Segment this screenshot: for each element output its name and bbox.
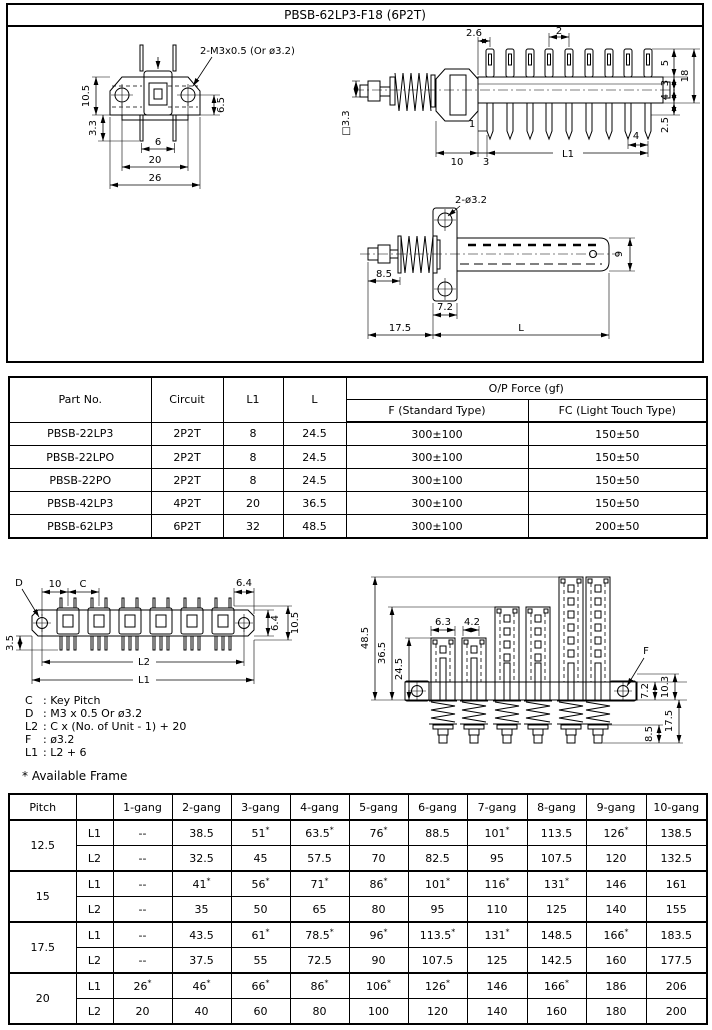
col-header-gang: 10-gang [646,794,707,820]
frame-value-cell: 160 [527,999,586,1025]
row-label-cell: L1 [76,922,113,948]
table-row [9,446,707,469]
leader-label: F [643,646,649,657]
pitch-cell: 17.5 [9,922,76,973]
frame-value-cell: -- [113,820,172,846]
dim-label: 2.5 [660,117,671,133]
col-header-l1: L1 [223,377,283,422]
frame-value-cell: 70 [349,846,408,872]
row-label-cell: L2 [76,948,113,974]
col-header-gang: 1-gang [113,794,172,820]
frame-value-cell: 63.5* [290,820,349,846]
frame-value-cell: 186 [586,973,646,999]
table-row [9,922,707,948]
frame-value-cell: 142.5 [527,948,586,974]
col-header-blank [76,794,113,820]
f-force-cell: 300±100 [346,469,528,492]
col-header-gang: 3-gang [231,794,290,820]
frame-value-cell: 132.5 [646,846,707,872]
frame-value-cell: 88.5 [408,820,467,846]
l1-cell: 20 [223,492,283,515]
note-text: : Key Pitch [43,694,101,707]
dim-label: 2.6 [466,28,482,39]
frame-value-cell: 206 [646,973,707,999]
l-cell: 24.5 [283,422,346,446]
col-header-gang: 2-gang [172,794,231,820]
frame-value-cell: 100 [349,999,408,1025]
dim-label: 6.4 [236,578,252,589]
frame-value-cell: 90 [349,948,408,974]
dim-label: 48.5 [360,626,371,650]
dim-label: C [79,579,87,590]
dim-label: 4 [632,131,640,142]
front-view-drawing [81,45,295,189]
l-cell: 24.5 [283,446,346,469]
note-line [25,720,186,733]
dim-label: 20 [148,155,162,166]
note-key: L2 [25,720,39,733]
f-force-cell: 300±100 [346,515,528,539]
dim-label: 5 [660,59,671,67]
drawing-frame [6,3,704,363]
dim-label: 17.5 [664,709,675,733]
frame-value-cell: 40 [172,999,231,1025]
frame-value-cell: 116* [467,871,527,897]
dim-label: 1 [468,119,476,130]
leader-label: 2-M3x0.5 (Or ø3.2) [200,46,295,57]
note-text: : L2 + 6 [43,746,87,759]
dim-label: 24.5 [394,657,405,681]
frame-value-cell: 177.5 [646,948,707,974]
dim-label: L2 [138,657,150,668]
frame-value-cell: 113.5 [527,820,586,846]
frame-value-cell: 148.5 [527,922,586,948]
note-line [25,694,186,707]
frame-value-cell: 37.5 [172,948,231,974]
side-view-drawing [341,26,700,168]
frame-value-cell: 113.5* [408,922,467,948]
frame-value-cell: 138.5 [646,820,707,846]
col-header-circuit: Circuit [151,377,223,422]
dim-label: 4.2 [464,617,480,628]
frame-value-cell: 160 [586,948,646,974]
frame-value-cell: 20 [113,999,172,1025]
dim-label: 6 [154,137,162,148]
fc-force-cell: 150±50 [528,446,707,469]
dim-label: 6.5 [216,97,227,113]
row-label-cell: L1 [76,871,113,897]
col-header-fc-light: FC (Light Touch Type) [528,400,707,423]
pitch-cell: 20 [9,973,76,1024]
frame-value-cell: 95 [408,897,467,923]
dim-label: 3.5 [5,635,16,651]
frame-value-cell: 76* [349,820,408,846]
dim-label: L1 [562,149,574,160]
plan-view-drawing [360,195,635,339]
dim-label: 3 [660,79,671,87]
col-header-op-force: O/P Force (gf) [346,377,707,400]
note-text: : ø3.2 [43,733,75,746]
note-text: : C x (No. of Unit - 1) + 20 [43,720,187,733]
f-force-cell: 300±100 [346,422,528,446]
dim-label: 6.4 [270,615,281,631]
table-row [9,515,707,539]
dim-label: 18 [680,69,691,83]
frame-value-cell: 95 [467,846,527,872]
frame-value-cell: 180 [586,999,646,1025]
dim-label: □3.3 [341,110,352,136]
note-line [25,707,186,720]
part-no-cell: PBSB-62LP3 [9,515,151,539]
frame-value-cell: 166* [527,973,586,999]
frame-value-cell: 125 [467,948,527,974]
frame-value-cell: 183.5 [646,922,707,948]
circuit-cell: 6P2T [151,515,223,539]
f-force-cell: 300±100 [346,492,528,515]
frame-value-cell: 86* [349,871,408,897]
l-cell: 36.5 [283,492,346,515]
circuit-cell: 2P2T [151,446,223,469]
frame-value-cell: 60 [231,999,290,1025]
col-header-gang: 5-gang [349,794,408,820]
row-label-cell: L1 [76,973,113,999]
frame-value-cell: 80 [349,897,408,923]
dim-label: 8.5 [376,269,392,280]
note-line [25,733,186,746]
table-row [9,422,707,446]
side-elevation-drawing [357,546,712,776]
frame-value-cell: 72.5 [290,948,349,974]
frame-heading: * Available Frame [22,769,128,783]
frame-value-cell: 110 [467,897,527,923]
l-cell: 48.5 [283,515,346,539]
table-row [9,846,707,872]
fc-force-cell: 150±50 [528,469,707,492]
pitch-cell: 15 [9,871,76,922]
frame-value-cell: 106* [349,973,408,999]
fc-force-cell: 200±50 [528,515,707,539]
note-key: D [25,707,34,720]
frame-value-cell: 126* [408,973,467,999]
circuit-cell: 2P2T [151,422,223,446]
dim-label: 2 [555,26,563,37]
frame-value-cell: 38.5 [172,820,231,846]
frame-value-cell: -- [113,897,172,923]
dim-label: 10.3 [660,675,671,699]
col-header-pitch: Pitch [9,794,76,820]
frame-value-cell: 107.5 [527,846,586,872]
frame-value-cell: -- [113,948,172,974]
dim-label: 9 [614,250,625,258]
frame-value-cell: 131* [527,871,586,897]
row-label-cell: L2 [76,897,113,923]
frame-value-cell: 57.5 [290,846,349,872]
top-drawings [8,27,702,361]
frame-value-cell: 66* [231,973,290,999]
dim-label: 26 [148,173,162,184]
col-header-l: L [283,377,346,422]
part-no-cell: PBSB-22PO [9,469,151,492]
l1-cell: 32 [223,515,283,539]
legend-notes [25,694,186,759]
dim-label: 36.5 [377,641,388,665]
frame-value-cell: 101* [467,820,527,846]
dim-label: D [15,578,23,589]
table-row [9,871,707,897]
part-no-cell: PBSB-22LPO [9,446,151,469]
frame-value-cell: 96* [349,922,408,948]
l1-cell: 8 [223,446,283,469]
frame-value-cell: 56* [231,871,290,897]
note-text: : M3 x 0.5 Or ø3.2 [43,707,143,720]
l1-cell: 8 [223,469,283,492]
note-key: F [25,733,32,746]
table-row [9,973,707,999]
available-frame-table [8,793,708,1025]
gang-view-drawing [5,558,348,693]
frame-value-cell: 78.5* [290,922,349,948]
frame-value-cell: -- [113,922,172,948]
table-row [9,469,707,492]
dim-label: L [518,323,524,334]
dim-label: 4 [660,93,671,101]
frame-value-cell: 146 [586,871,646,897]
dim-label: 7.2 [640,683,651,699]
dim-label: 3 [482,157,490,168]
col-header-gang: 8-gang [527,794,586,820]
part-no-cell: PBSB-22LP3 [9,422,151,446]
dim-label: 10 [48,579,62,590]
dim-label: 10 [450,157,464,168]
note-line [25,746,186,759]
dim-label: 10.5 [81,84,92,108]
note-key: L1 [25,746,39,759]
frame-value-cell: -- [113,846,172,872]
pitch-cell: 12.5 [9,820,76,871]
col-header-f-standard: F (Standard Type) [346,400,528,423]
frame-value-cell: 32.5 [172,846,231,872]
circuit-cell: 4P2T [151,492,223,515]
fc-force-cell: 150±50 [528,422,707,446]
parts-table [8,376,708,539]
frame-value-cell: 82.5 [408,846,467,872]
frame-value-cell: 155 [646,897,707,923]
dim-label: 6.3 [435,617,451,628]
frame-value-cell: 166* [586,922,646,948]
fc-force-cell: 150±50 [528,492,707,515]
frame-value-cell: 41* [172,871,231,897]
row-label-cell: L2 [76,999,113,1025]
dim-label: 7.2 [437,302,453,313]
l1-cell: 8 [223,422,283,446]
frame-value-cell: -- [113,871,172,897]
f-force-cell: 300±100 [346,446,528,469]
frame-value-cell: 125 [527,897,586,923]
frame-value-cell: 65 [290,897,349,923]
frame-value-cell: 131* [467,922,527,948]
frame-value-cell: 71* [290,871,349,897]
frame-value-cell: 45 [231,846,290,872]
frame-value-cell: 101* [408,871,467,897]
table-row [9,948,707,974]
frame-value-cell: 120 [408,999,467,1025]
frame-value-cell: 51* [231,820,290,846]
frame-value-cell: 61* [231,922,290,948]
leader-label: 2-ø3.2 [455,195,487,206]
frame-value-cell: 80 [290,999,349,1025]
col-header-part-no: Part No. [9,377,151,422]
frame-value-cell: 43.5 [172,922,231,948]
page-title: PBSB-62LP3-F18 (6P2T) [8,5,702,27]
col-header-gang: 6-gang [408,794,467,820]
dim-label: 17.5 [388,323,412,334]
part-no-cell: PBSB-42LP3 [9,492,151,515]
col-header-gang: 7-gang [467,794,527,820]
frame-value-cell: 46* [172,973,231,999]
frame-value-cell: 26* [113,973,172,999]
col-header-gang: 9-gang [586,794,646,820]
frame-value-cell: 161 [646,871,707,897]
frame-value-cell: 35 [172,897,231,923]
dim-label: 3.3 [88,120,99,136]
frame-value-cell: 146 [467,973,527,999]
frame-value-cell: 50 [231,897,290,923]
dim-label: L1 [138,675,150,686]
table-row [9,820,707,846]
frame-value-cell: 86* [290,973,349,999]
frame-value-cell: 140 [467,999,527,1025]
note-key: C [25,694,33,707]
col-header-gang: 4-gang [290,794,349,820]
row-label-cell: L1 [76,820,113,846]
circuit-cell: 2P2T [151,469,223,492]
frame-value-cell: 140 [586,897,646,923]
frame-value-cell: 126* [586,820,646,846]
table-row [9,999,707,1025]
row-label-cell: L2 [76,846,113,872]
frame-value-cell: 107.5 [408,948,467,974]
l-cell: 24.5 [283,469,346,492]
dim-label: 10.5 [290,611,301,635]
frame-value-cell: 120 [586,846,646,872]
frame-value-cell: 200 [646,999,707,1025]
table-row [9,897,707,923]
dim-label: 8.5 [644,726,655,742]
table-row [9,492,707,515]
frame-value-cell: 55 [231,948,290,974]
